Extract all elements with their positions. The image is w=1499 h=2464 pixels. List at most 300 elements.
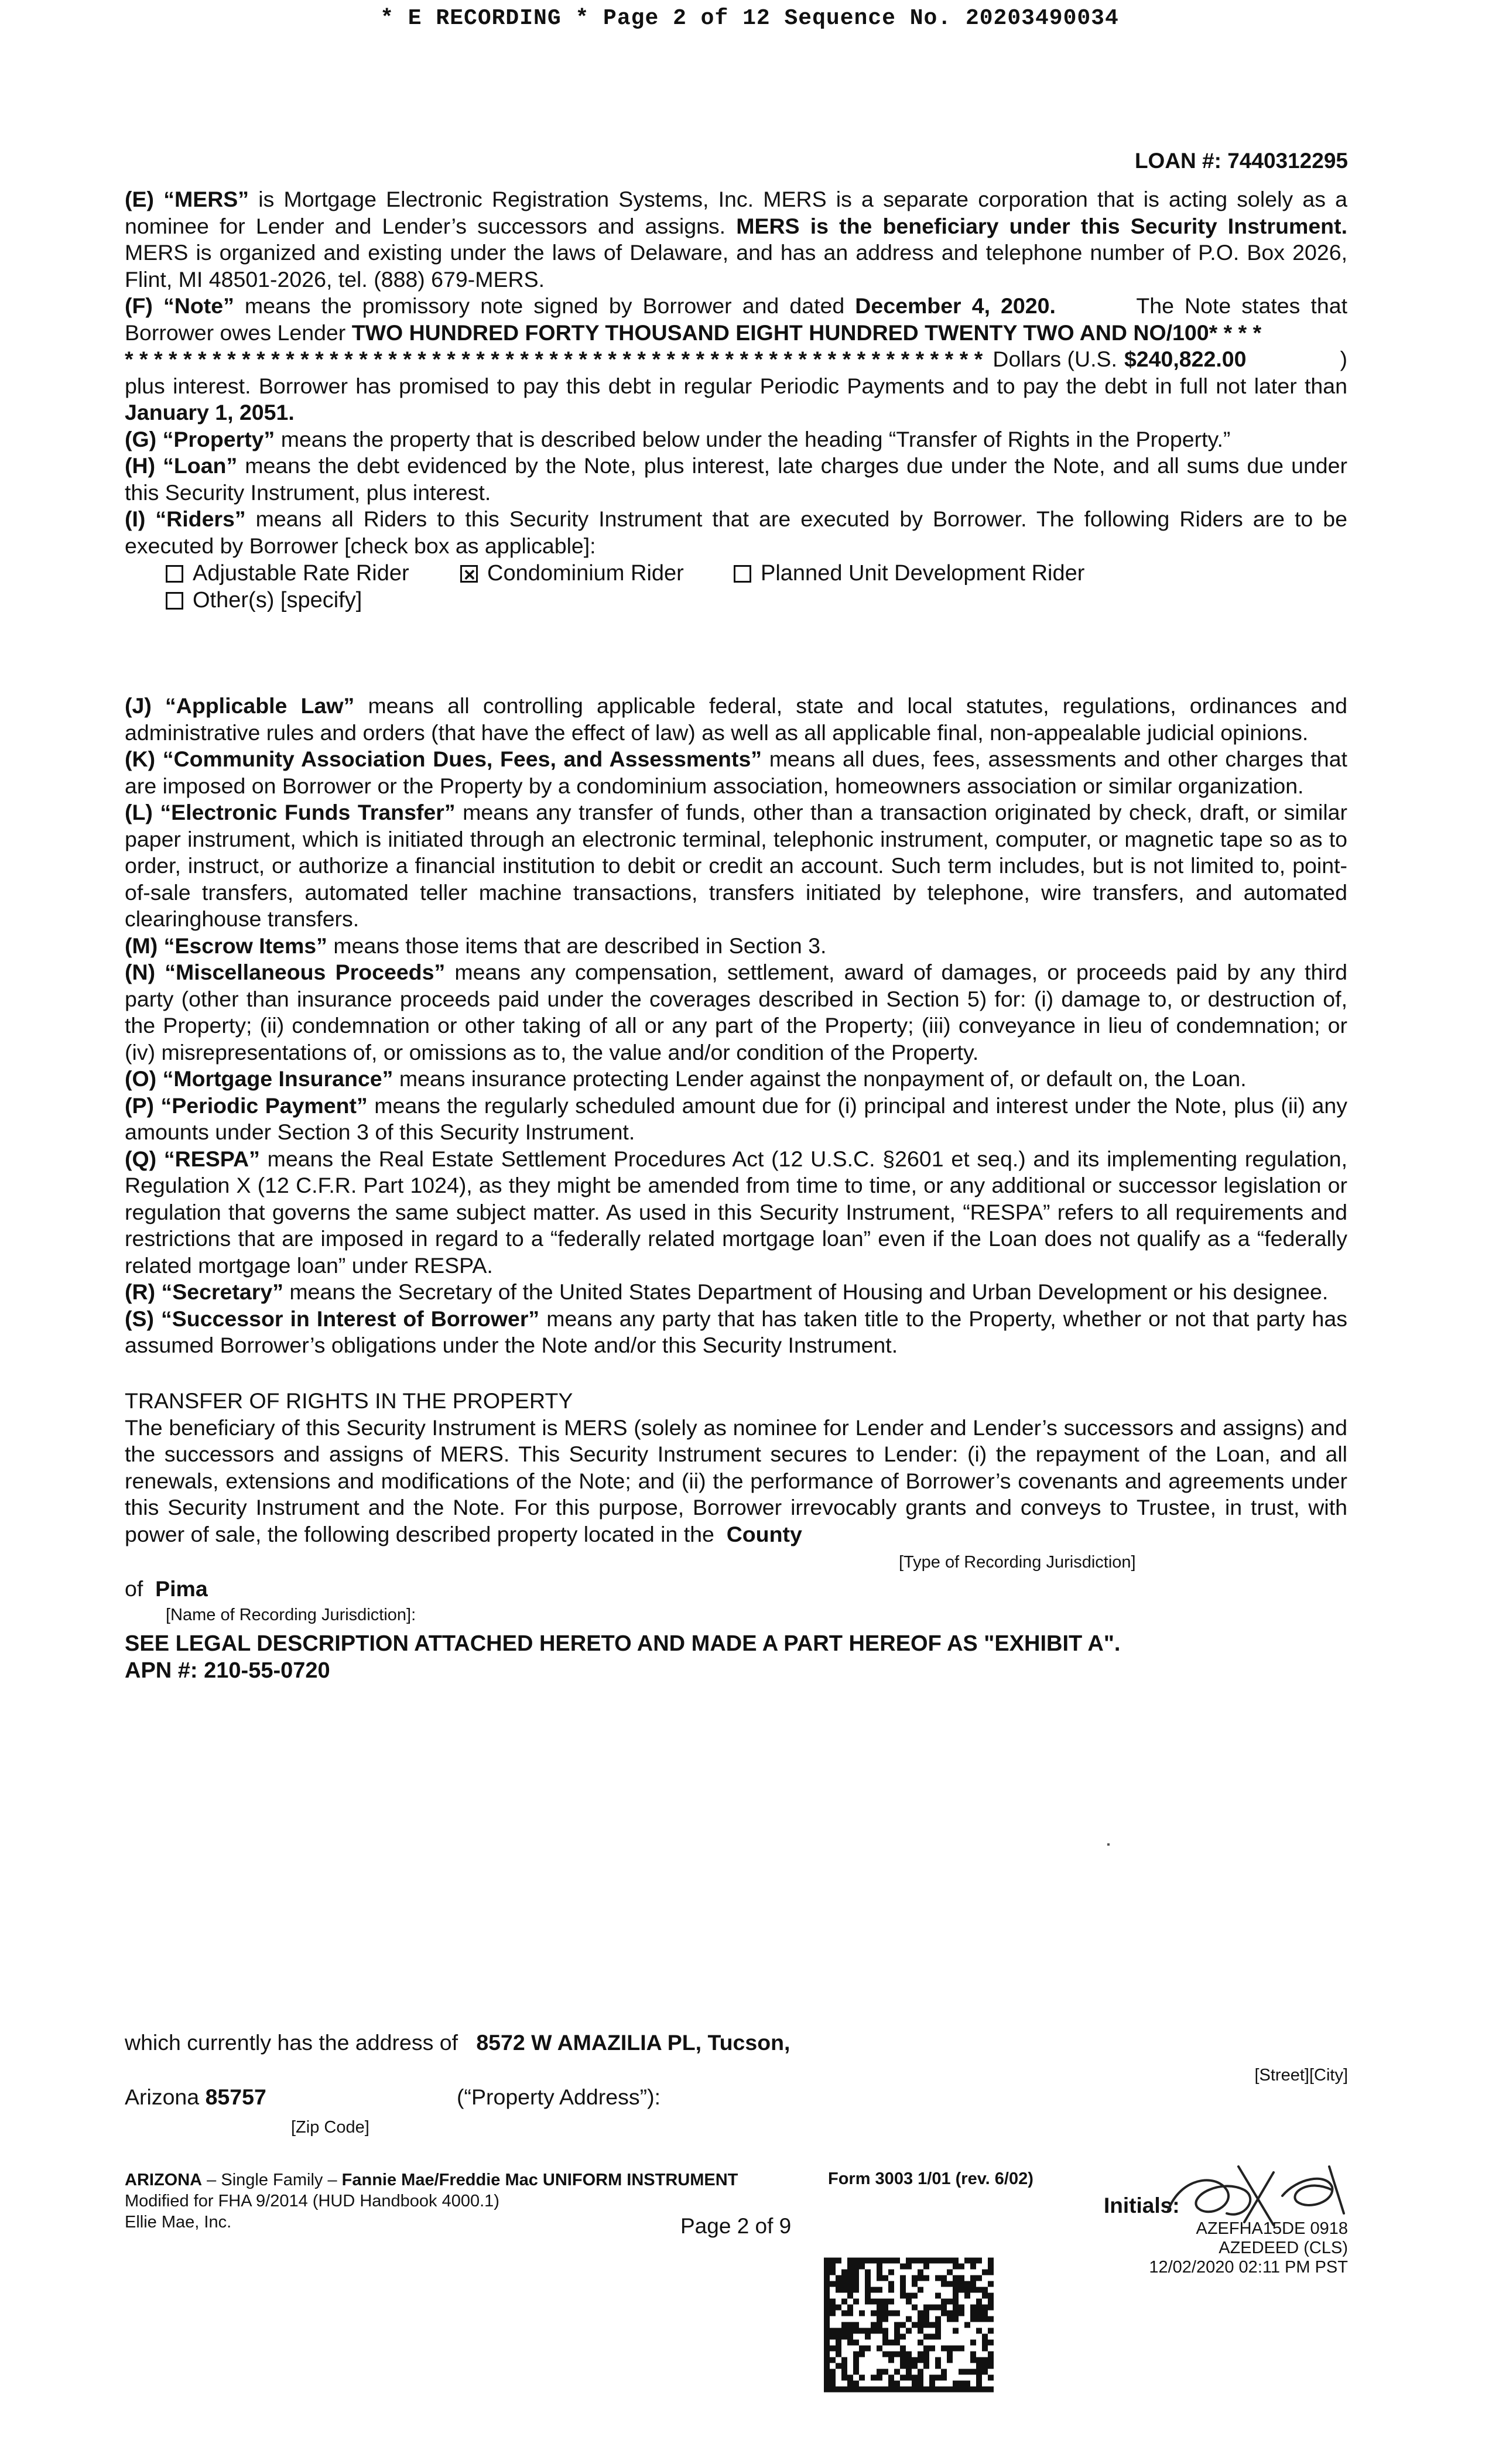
stray-mark bbox=[1107, 1843, 1110, 1846]
barcode-cell bbox=[970, 2305, 976, 2311]
definition-i: (I) “Riders” means all Riders to this Security Instrument that are executed by Borrower. The following Riders are to be executed by Borrower [check box as applicable]: bbox=[125, 507, 1347, 558]
barcode-cell bbox=[847, 2334, 853, 2340]
page-number: Page 2 of 9 bbox=[680, 2214, 792, 2238]
barcode-cell bbox=[976, 2363, 982, 2369]
barcode-cell bbox=[941, 2305, 947, 2311]
barcode-cell bbox=[918, 2375, 923, 2381]
barcode-cell bbox=[841, 2299, 847, 2305]
condominium-rider-checkbox[interactable] bbox=[460, 565, 478, 583]
barcode-cell bbox=[824, 2305, 830, 2311]
barcode-cell bbox=[836, 2328, 841, 2334]
barcode-cell bbox=[935, 2328, 941, 2334]
barcode-cell bbox=[877, 2328, 882, 2334]
barcode-cell bbox=[923, 2387, 929, 2393]
barcode-cell bbox=[865, 2387, 871, 2393]
barcode-cell bbox=[947, 2346, 953, 2352]
barcode-cell bbox=[941, 2281, 947, 2287]
barcode-cell bbox=[830, 2387, 836, 2393]
form-number: Form 3003 1/01 (rev. 6/02) bbox=[828, 2169, 1033, 2188]
barcode-cell bbox=[929, 2305, 935, 2311]
barcode-cell bbox=[941, 2299, 947, 2305]
barcode-cell bbox=[847, 2305, 853, 2311]
barcode-cell bbox=[830, 2264, 836, 2270]
other-rider-label: Other(s) [specify] bbox=[193, 588, 362, 612]
barcode-cell bbox=[824, 2322, 830, 2328]
definition-m: (M) “Escrow Items” means those items that are described in Section 3. bbox=[125, 933, 827, 958]
adjustable-rider-checkbox[interactable] bbox=[166, 565, 183, 583]
barcode-cell bbox=[912, 2305, 918, 2311]
barcode-cell bbox=[970, 2316, 976, 2322]
barcode-cell bbox=[888, 2258, 894, 2264]
barcode-cell bbox=[853, 2363, 859, 2369]
barcode-cell bbox=[976, 2369, 982, 2375]
barcode-cell bbox=[824, 2352, 830, 2357]
barcode-cell bbox=[918, 2387, 923, 2393]
barcode-cell bbox=[959, 2287, 964, 2293]
barcode-cell bbox=[941, 2275, 947, 2281]
barcode-cell bbox=[871, 2311, 877, 2316]
barcode-cell bbox=[953, 2381, 959, 2387]
barcode-cell bbox=[900, 2293, 906, 2299]
barcode-cell bbox=[918, 2316, 923, 2322]
barcode-cell bbox=[988, 2281, 994, 2287]
barcode-cell bbox=[871, 2322, 877, 2328]
barcode-cell bbox=[853, 2281, 859, 2287]
barcode-cell bbox=[970, 2357, 976, 2363]
barcode-cell bbox=[935, 2316, 941, 2322]
barcode-cell bbox=[853, 2275, 859, 2281]
barcode-cell bbox=[865, 2275, 871, 2281]
property-address-label: (“Property Address”): bbox=[457, 2085, 661, 2109]
barcode-cell bbox=[906, 2264, 912, 2270]
barcode-cell bbox=[988, 2363, 994, 2369]
barcode-cell bbox=[859, 2387, 865, 2393]
barcode-cell bbox=[836, 2387, 841, 2393]
barcode-cell bbox=[824, 2328, 830, 2334]
barcode-cell bbox=[929, 2322, 935, 2328]
barcode-cell bbox=[918, 2275, 923, 2281]
initials-label: Initials: bbox=[1104, 2193, 1180, 2217]
barcode-cell bbox=[947, 2316, 953, 2322]
barcode-cell bbox=[888, 2281, 894, 2287]
barcode-cell bbox=[935, 2387, 941, 2393]
barcode-cell bbox=[824, 2258, 830, 2264]
barcode-cell bbox=[853, 2381, 859, 2387]
barcode-cell bbox=[918, 2287, 923, 2293]
barcode-cell bbox=[841, 2275, 847, 2281]
barcode-cell bbox=[900, 2322, 906, 2328]
form-modified: Modified for FHA 9/2014 (HUD Handbook 4000.1) bbox=[125, 2192, 499, 2210]
barcode-cell bbox=[918, 2369, 923, 2375]
barcode-cell bbox=[959, 2281, 964, 2287]
definitions-top bbox=[125, 186, 1347, 559]
barcode-cell bbox=[982, 2369, 988, 2375]
barcode-cell bbox=[830, 2299, 836, 2305]
street-city: 8572 W AMAZILIA PL, Tucson, bbox=[476, 2030, 790, 2055]
barcode-cell bbox=[918, 2328, 923, 2334]
rider-adjustable[interactable] bbox=[166, 560, 409, 587]
barcode-cell bbox=[847, 2264, 853, 2270]
barcode-cell bbox=[824, 2281, 830, 2287]
barcode-cell bbox=[882, 2352, 888, 2357]
barcode-cell bbox=[882, 2299, 888, 2305]
barcode-cell bbox=[982, 2340, 988, 2346]
rider-other[interactable] bbox=[166, 587, 362, 614]
barcode-cell bbox=[824, 2264, 830, 2270]
barcode-cell bbox=[841, 2281, 847, 2287]
barcode-cell bbox=[923, 2357, 929, 2363]
barcode-cell bbox=[871, 2328, 877, 2334]
barcode-cell bbox=[923, 2258, 929, 2264]
barcode-cell bbox=[859, 2352, 865, 2357]
barcode-cell bbox=[824, 2287, 830, 2293]
barcode-cell bbox=[824, 2311, 830, 2316]
barcode-cell bbox=[824, 2357, 830, 2363]
pud-rider-checkbox[interactable] bbox=[734, 565, 751, 583]
barcode-cell bbox=[935, 2293, 941, 2299]
barcode-cell bbox=[888, 2375, 894, 2381]
barcode-cell bbox=[912, 2357, 918, 2363]
barcode-cell bbox=[882, 2334, 888, 2340]
barcode-cell bbox=[970, 2352, 976, 2357]
barcode-cell bbox=[923, 2316, 929, 2322]
barcode-cell bbox=[947, 2270, 953, 2275]
barcode-cell bbox=[970, 2387, 976, 2393]
barcode-cell bbox=[959, 2387, 964, 2393]
barcode-cell bbox=[959, 2275, 964, 2281]
barcode-cell bbox=[906, 2352, 912, 2357]
barcode-cell bbox=[964, 2381, 970, 2387]
barcode-cell bbox=[894, 2387, 900, 2393]
legal-description-text: SEE LEGAL DESCRIPTION ATTACHED HERETO AND MADE A PART HEREOF AS "EXHIBIT A". bbox=[125, 1631, 1121, 1656]
barcode-cell bbox=[970, 2281, 976, 2287]
barcode-cell bbox=[941, 2346, 947, 2352]
barcode-cell bbox=[982, 2270, 988, 2275]
barcode-cell bbox=[894, 2381, 900, 2387]
condominium-rider-label: Condominium Rider bbox=[487, 561, 684, 586]
barcode-cell bbox=[830, 2375, 836, 2381]
barcode-cell bbox=[824, 2293, 830, 2299]
barcode-cell bbox=[859, 2375, 865, 2381]
barcode-cell bbox=[976, 2381, 982, 2387]
barcode-cell bbox=[824, 2316, 830, 2322]
barcode-cell bbox=[900, 2363, 906, 2369]
barcode-cell bbox=[982, 2363, 988, 2369]
barcode-cell bbox=[982, 2293, 988, 2299]
barcode-cell bbox=[929, 2381, 935, 2387]
barcode-cell bbox=[918, 2340, 923, 2346]
barcode-cell bbox=[882, 2316, 888, 2322]
barcode-cell bbox=[912, 2275, 918, 2281]
recording-header: * E RECORDING * Page 2 of 12 Sequence No. 20203490034 bbox=[380, 6, 1119, 31]
barcode-cell bbox=[906, 2387, 912, 2393]
barcode-cell bbox=[935, 2275, 941, 2281]
barcode-cell bbox=[841, 2270, 847, 2275]
barcode-cell bbox=[929, 2334, 935, 2340]
barcode-2d bbox=[824, 2256, 994, 2394]
barcode-cell bbox=[964, 2369, 970, 2375]
barcode-cell bbox=[964, 2322, 970, 2328]
definition-f: (F) “Note” means the promissory note signed by Borrower and dated December 4, 2020. The Note states that Borrower owes Lender TWO HUNDRED FORTY THOUSAND EIGHT HUNDRED TWENTY TWO AND NO/100* * * * bbox=[125, 293, 1347, 345]
barcode-cell bbox=[853, 2258, 859, 2264]
barcode-cell bbox=[964, 2387, 970, 2393]
barcode-cell bbox=[929, 2375, 935, 2381]
barcode-cell bbox=[865, 2346, 871, 2352]
barcode-cell bbox=[882, 2340, 888, 2346]
barcode-cell bbox=[841, 2287, 847, 2293]
barcode-cell bbox=[841, 2328, 847, 2334]
barcode-cell bbox=[830, 2346, 836, 2352]
barcode-cell bbox=[959, 2346, 964, 2352]
other-rider-checkbox[interactable] bbox=[166, 592, 183, 610]
loan-number: LOAN #: 7440312295 bbox=[1134, 149, 1348, 173]
barcode-cell bbox=[877, 2264, 882, 2270]
barcode-cell bbox=[982, 2346, 988, 2352]
barcode-cell bbox=[929, 2346, 935, 2352]
barcode-cell bbox=[824, 2387, 830, 2393]
barcode-cell bbox=[906, 2328, 912, 2334]
barcode-cell bbox=[871, 2299, 877, 2305]
barcode-cell bbox=[824, 2375, 830, 2381]
barcode-cell bbox=[988, 2316, 994, 2322]
barcode-cell bbox=[836, 2363, 841, 2369]
barcode-cell bbox=[830, 2311, 836, 2316]
barcode-cell bbox=[923, 2363, 929, 2369]
barcode-cell bbox=[906, 2258, 912, 2264]
barcode-cell bbox=[959, 2369, 964, 2375]
definition-f-cont: plus interest. Borrower has promised to pay this debt in regular Periodic Payments and to pay the debt in full not later than January 1, 2051. bbox=[125, 373, 1347, 425]
barcode-cell bbox=[988, 2293, 994, 2299]
definition-g: (G) “Property” means the property that is described below under the heading “Transfer of Rights in the Property.” bbox=[125, 426, 1231, 451]
barcode-cell bbox=[877, 2387, 882, 2393]
barcode-cell bbox=[982, 2311, 988, 2316]
barcode-cell bbox=[830, 2305, 836, 2311]
barcode-cell bbox=[877, 2322, 882, 2328]
doc-code-2: AZEDEED (CLS) bbox=[1219, 2239, 1348, 2257]
barcode-cell bbox=[853, 2328, 859, 2334]
barcode-cell bbox=[830, 2334, 836, 2340]
barcode-cell bbox=[953, 2293, 959, 2299]
barcode-cell bbox=[877, 2346, 882, 2352]
barcode-cell bbox=[830, 2369, 836, 2375]
barcode-cell bbox=[900, 2346, 906, 2352]
barcode-cell bbox=[947, 2311, 953, 2316]
barcode-cell bbox=[859, 2258, 865, 2264]
barcode-cell bbox=[900, 2281, 906, 2287]
barcode-cell bbox=[970, 2275, 976, 2281]
barcode-cell bbox=[847, 2375, 853, 2381]
zip-code-label: [Zip Code] bbox=[291, 2118, 369, 2137]
barcode-cell bbox=[929, 2387, 935, 2393]
definition-s: (S) “Successor in Interest of Borrower” means any party that has taken title to the Property, whether or not that party has assumed Borrower’s obligations under the Note and/or this Security Instrument. bbox=[125, 1306, 1347, 1357]
barcode-cell bbox=[912, 2281, 918, 2287]
barcode-cell bbox=[853, 2352, 859, 2357]
barcode-cell bbox=[865, 2281, 871, 2287]
barcode-cell bbox=[853, 2287, 859, 2293]
barcode-cell bbox=[976, 2316, 982, 2322]
barcode-cell bbox=[982, 2357, 988, 2363]
barcode-cell bbox=[988, 2270, 994, 2275]
barcode-cell bbox=[865, 2293, 871, 2299]
barcode-cell bbox=[964, 2293, 970, 2299]
barcode-cell bbox=[953, 2264, 959, 2270]
barcode-cell bbox=[912, 2293, 918, 2299]
barcode-cell bbox=[853, 2387, 859, 2393]
barcode-cell bbox=[953, 2275, 959, 2281]
barcode-cell bbox=[982, 2305, 988, 2311]
barcode-cell bbox=[982, 2387, 988, 2393]
adjustable-rider-label: Adjustable Rate Rider bbox=[193, 561, 409, 586]
barcode-cell bbox=[859, 2346, 865, 2352]
barcode-cell bbox=[859, 2264, 865, 2270]
definition-n: (N) “Miscellaneous Proceeds” means any compensation, settlement, award of damages, or proceeds paid by any third party (other than insurance proceeds paid under the coverages described in Section 5) for: (i) damage to, or destruction of, the Property; (ii) condemnation or other taking of all or any part of the Property; (iii) conveyance in lieu of condemnation; or (iv) misrepresentations of, or omissions as to, the value and/or condition of the Property. bbox=[125, 960, 1347, 1065]
barcode-cell bbox=[865, 2334, 871, 2340]
barcode-cell bbox=[877, 2305, 882, 2311]
barcode-cell bbox=[847, 2311, 853, 2316]
barcode-cell bbox=[953, 2299, 959, 2305]
barcode-cell bbox=[865, 2299, 871, 2305]
barcode-cell bbox=[847, 2340, 853, 2346]
barcode-cell bbox=[882, 2275, 888, 2281]
definition-k: (K) “Community Association Dues, Fees, and Assessments” means all dues, fees, assessments and other charges that are imposed on Borrower or the Property by a condominium association, homeowners association or similar organization. bbox=[125, 747, 1347, 798]
barcode-cell bbox=[882, 2328, 888, 2334]
doc-codes bbox=[1149, 2219, 1348, 2277]
barcode-cell bbox=[847, 2281, 853, 2287]
barcode-cell bbox=[953, 2311, 959, 2316]
barcode-cell bbox=[865, 2270, 871, 2275]
form-title: ARIZONA – Single Family – Fannie Mae/Freddie Mac UNIFORM INSTRUMENT bbox=[125, 2171, 738, 2189]
barcode-cell bbox=[894, 2328, 900, 2334]
barcode-cell bbox=[900, 2334, 906, 2340]
barcode-cell bbox=[953, 2346, 959, 2352]
barcode-cell bbox=[964, 2281, 970, 2287]
barcode-cell bbox=[941, 2258, 947, 2264]
rider-condominium[interactable] bbox=[460, 560, 684, 587]
barcode-cell bbox=[847, 2293, 853, 2299]
barcode-cell bbox=[947, 2357, 953, 2363]
barcode-cell bbox=[830, 2357, 836, 2363]
barcode-cell bbox=[847, 2258, 853, 2264]
rider-pud[interactable] bbox=[734, 560, 1084, 587]
barcode-cell bbox=[988, 2299, 994, 2305]
form-vendor: Ellie Mae, Inc. bbox=[125, 2213, 232, 2232]
barcode-cell bbox=[841, 2311, 847, 2316]
barcode-cell bbox=[970, 2369, 976, 2375]
barcode-cell bbox=[906, 2375, 912, 2381]
barcode-cell bbox=[923, 2352, 929, 2357]
barcode-cell bbox=[877, 2299, 882, 2305]
barcode-cell bbox=[830, 2281, 836, 2287]
barcode-cell bbox=[877, 2258, 882, 2264]
barcode-cell bbox=[906, 2316, 912, 2322]
barcode-cell bbox=[894, 2340, 900, 2346]
barcode-cell bbox=[871, 2287, 877, 2293]
dollars-label: Dollars (U.S. bbox=[993, 347, 1117, 371]
barcode-cell bbox=[824, 2346, 830, 2352]
barcode-cell bbox=[836, 2346, 841, 2352]
barcode-cell bbox=[877, 2287, 882, 2293]
barcode-cell bbox=[888, 2311, 894, 2316]
barcode-cell bbox=[830, 2381, 836, 2387]
doc-timestamp: 12/02/2020 02:11 PM PST bbox=[1149, 2258, 1348, 2277]
barcode-cell bbox=[976, 2258, 982, 2264]
jurisdiction-type-label: [Type of Recording Jurisdiction] bbox=[899, 1553, 1136, 1572]
barcode-cell bbox=[953, 2281, 959, 2287]
barcode-cell bbox=[894, 2352, 900, 2357]
barcode-cell bbox=[900, 2287, 906, 2293]
barcode-cell bbox=[824, 2270, 830, 2275]
barcode-cell bbox=[970, 2340, 976, 2346]
barcode-cell bbox=[976, 2387, 982, 2393]
barcode-cell bbox=[853, 2340, 859, 2346]
barcode-cell bbox=[877, 2316, 882, 2322]
barcode-cell bbox=[918, 2352, 923, 2357]
barcode-cell bbox=[953, 2258, 959, 2264]
barcode-cell bbox=[935, 2258, 941, 2264]
barcode-cell bbox=[918, 2311, 923, 2316]
barcode-cell bbox=[894, 2334, 900, 2340]
barcode-cell bbox=[900, 2264, 906, 2270]
barcode-cell bbox=[982, 2287, 988, 2293]
barcode-cell bbox=[953, 2287, 959, 2293]
barcode-cell bbox=[970, 2264, 976, 2270]
barcode-cell bbox=[847, 2322, 853, 2328]
barcode-cell bbox=[871, 2375, 877, 2381]
barcode-cell bbox=[935, 2322, 941, 2328]
barcode-cell bbox=[970, 2287, 976, 2293]
barcode-cell bbox=[894, 2311, 900, 2316]
barcode-cell bbox=[841, 2322, 847, 2328]
apn: APN #: 210-55-0720 bbox=[125, 1658, 330, 1683]
barcode-cell bbox=[900, 2357, 906, 2363]
barcode-cell bbox=[918, 2270, 923, 2275]
barcode-cell bbox=[941, 2369, 947, 2375]
legal-description bbox=[125, 1630, 1120, 1684]
barcode-cell bbox=[900, 2375, 906, 2381]
barcode-cell bbox=[976, 2287, 982, 2293]
barcode-cell bbox=[906, 2357, 912, 2363]
barcode-cell bbox=[871, 2387, 877, 2393]
barcode-cell bbox=[912, 2258, 918, 2264]
barcode-cell bbox=[888, 2299, 894, 2305]
barcode-cell bbox=[900, 2387, 906, 2393]
barcode-cell bbox=[888, 2387, 894, 2393]
transfer-heading: TRANSFER OF RIGHTS IN THE PROPERTY bbox=[125, 1388, 573, 1413]
barcode-cell bbox=[988, 2264, 994, 2270]
barcode-cell bbox=[830, 2270, 836, 2275]
barcode-cell bbox=[976, 2311, 982, 2316]
barcode-cell bbox=[877, 2311, 882, 2316]
barcode-cell bbox=[988, 2258, 994, 2264]
barcode-cell bbox=[947, 2299, 953, 2305]
barcode-cell bbox=[853, 2299, 859, 2305]
barcode-cell bbox=[824, 2369, 830, 2375]
barcode-cell bbox=[959, 2305, 964, 2311]
barcode-cell bbox=[941, 2375, 947, 2381]
barcode-cell bbox=[865, 2258, 871, 2264]
barcode-cell bbox=[888, 2287, 894, 2293]
barcode-cell bbox=[853, 2369, 859, 2375]
barcode-cell bbox=[900, 2352, 906, 2357]
barcode-cell bbox=[982, 2334, 988, 2340]
barcode-cell bbox=[906, 2299, 912, 2305]
barcode-cell bbox=[894, 2258, 900, 2264]
barcode-cell bbox=[964, 2258, 970, 2264]
barcode-cell bbox=[947, 2281, 953, 2287]
barcode-cell bbox=[877, 2275, 882, 2281]
barcode-cell bbox=[988, 2357, 994, 2363]
barcode-cell bbox=[900, 2275, 906, 2281]
